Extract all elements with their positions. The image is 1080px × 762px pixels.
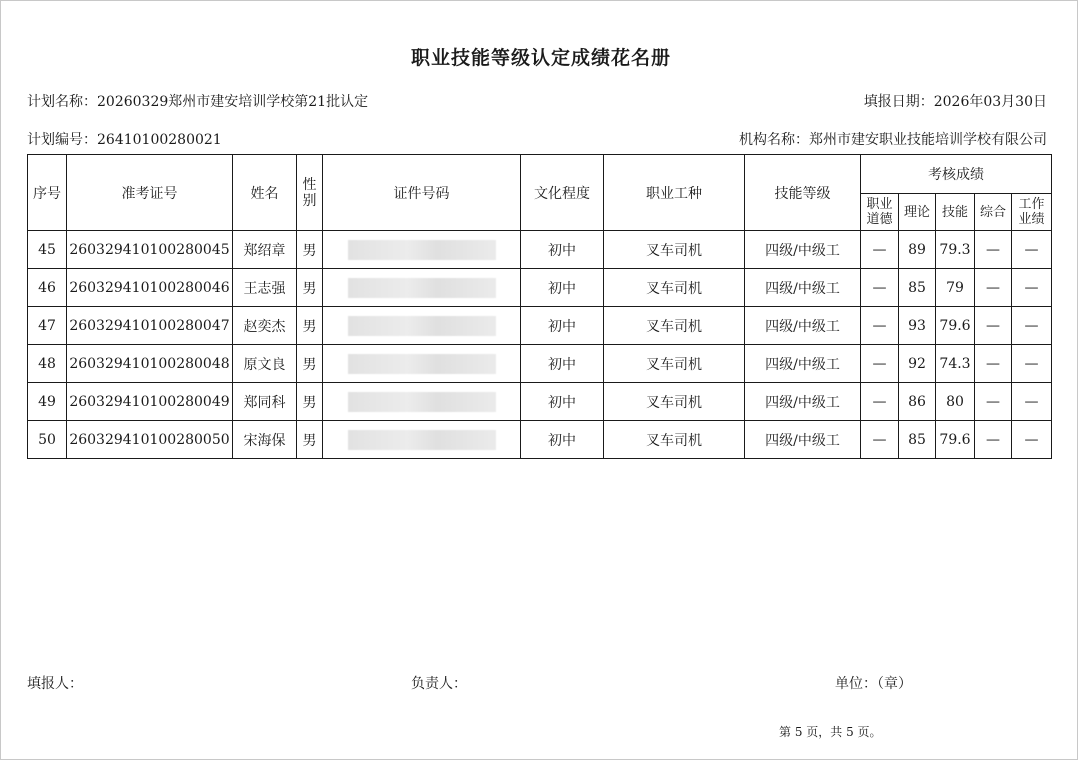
cell-seq: 48 bbox=[28, 345, 67, 383]
table-row bbox=[28, 345, 1052, 383]
cell-overall: — bbox=[975, 269, 1012, 307]
cell-ethics: — bbox=[861, 269, 899, 307]
header-id-no: 证件号码 bbox=[323, 155, 521, 231]
cell-overall: — bbox=[975, 307, 1012, 345]
header-theory: 理论 bbox=[899, 194, 936, 231]
cell-seq: 46 bbox=[28, 269, 67, 307]
cell-id-no bbox=[323, 307, 521, 345]
cell-id-no bbox=[323, 383, 521, 421]
cell-exam-no: 260329410100280045 bbox=[67, 231, 233, 269]
cell-gender: 男 bbox=[297, 307, 323, 345]
cell-performance: — bbox=[1012, 231, 1052, 269]
cell-theory: 89 bbox=[899, 231, 936, 269]
header-ethics-line1: 职业 bbox=[866, 197, 893, 212]
fill-date: 填报日期：2026年03月30日 bbox=[863, 94, 1047, 110]
cell-gender: 男 bbox=[297, 383, 323, 421]
header-skill-level: 技能等级 bbox=[745, 155, 861, 231]
header-overall: 综合 bbox=[975, 194, 1012, 231]
cell-seq: 47 bbox=[28, 307, 67, 345]
cell-name: 宋海保 bbox=[233, 421, 297, 459]
cell-ethics: — bbox=[861, 383, 899, 421]
header-exam-no: 准考证号 bbox=[67, 155, 233, 231]
cell-occupation: 叉车司机 bbox=[604, 383, 745, 421]
cell-level: 四级/中级工 bbox=[745, 421, 861, 459]
cell-level: 四级/中级工 bbox=[745, 269, 861, 307]
table-row bbox=[28, 231, 1052, 269]
header-perf-line1: 工作 bbox=[1018, 197, 1045, 212]
header-performance bbox=[1012, 194, 1052, 231]
cell-performance: — bbox=[1012, 421, 1052, 459]
header-scores: 考核成绩 bbox=[861, 155, 1052, 194]
cell-education: 初中 bbox=[521, 269, 604, 307]
redacted-id-mask bbox=[348, 354, 496, 374]
cell-name: 郑同科 bbox=[233, 383, 297, 421]
cell-gender: 男 bbox=[297, 231, 323, 269]
cell-education: 初中 bbox=[521, 421, 604, 459]
cell-skill: 79 bbox=[936, 269, 975, 307]
header-gender-line1: 性 bbox=[302, 176, 317, 193]
cell-skill: 79.3 bbox=[936, 231, 975, 269]
cell-id-no bbox=[323, 345, 521, 383]
table-row bbox=[28, 307, 1052, 345]
cell-skill: 74.3 bbox=[936, 345, 975, 383]
cell-exam-no: 260329410100280047 bbox=[67, 307, 233, 345]
redacted-id-mask bbox=[348, 240, 496, 260]
cell-exam-no: 260329410100280048 bbox=[67, 345, 233, 383]
cell-id-no bbox=[323, 231, 521, 269]
cell-performance: — bbox=[1012, 269, 1052, 307]
cell-theory: 86 bbox=[899, 383, 936, 421]
cell-ethics: — bbox=[861, 421, 899, 459]
header-ethics-line2: 道德 bbox=[866, 212, 893, 227]
cell-occupation: 叉车司机 bbox=[604, 231, 745, 269]
cell-exam-no: 260329410100280050 bbox=[67, 421, 233, 459]
cell-education: 初中 bbox=[521, 231, 604, 269]
cell-id-no bbox=[323, 269, 521, 307]
cell-overall: — bbox=[975, 383, 1012, 421]
cell-occupation: 叉车司机 bbox=[604, 269, 745, 307]
table-row bbox=[28, 383, 1052, 421]
cell-theory: 85 bbox=[899, 269, 936, 307]
cell-education: 初中 bbox=[521, 383, 604, 421]
cell-education: 初中 bbox=[521, 307, 604, 345]
cell-id-no bbox=[323, 421, 521, 459]
cell-level: 四级/中级工 bbox=[745, 383, 861, 421]
cell-level: 四级/中级工 bbox=[745, 307, 861, 345]
header-seq: 序号 bbox=[28, 155, 67, 231]
cell-name: 原文良 bbox=[233, 345, 297, 383]
cell-level: 四级/中级工 bbox=[745, 231, 861, 269]
document-title: 职业技能等级认定成绩花名册 bbox=[410, 47, 671, 69]
cell-level: 四级/中级工 bbox=[745, 345, 861, 383]
cell-theory: 85 bbox=[899, 421, 936, 459]
cell-gender: 男 bbox=[297, 421, 323, 459]
cell-ethics: — bbox=[861, 307, 899, 345]
cell-skill: 80 bbox=[936, 383, 975, 421]
cell-occupation: 叉车司机 bbox=[604, 307, 745, 345]
cell-performance: — bbox=[1012, 383, 1052, 421]
score-roster-table bbox=[27, 154, 1052, 459]
header-occupation: 职业工种 bbox=[604, 155, 745, 231]
header-name: 姓名 bbox=[233, 155, 297, 231]
cell-name: 郑绍章 bbox=[233, 231, 297, 269]
filler-label: 填报人： bbox=[27, 676, 83, 692]
header-skill: 技能 bbox=[936, 194, 975, 231]
table-row bbox=[28, 421, 1052, 459]
cell-skill: 79.6 bbox=[936, 421, 975, 459]
header-education: 文化程度 bbox=[521, 155, 604, 231]
cell-seq: 45 bbox=[28, 231, 67, 269]
cell-overall: — bbox=[975, 231, 1012, 269]
cell-name: 王志强 bbox=[233, 269, 297, 307]
header-gender bbox=[297, 155, 323, 231]
cell-ethics: — bbox=[861, 345, 899, 383]
cell-education: 初中 bbox=[521, 345, 604, 383]
header-ethics bbox=[861, 194, 899, 231]
redacted-id-mask bbox=[348, 430, 496, 450]
redacted-id-mask bbox=[348, 316, 496, 336]
cell-ethics: — bbox=[861, 231, 899, 269]
cell-seq: 50 bbox=[28, 421, 67, 459]
cell-gender: 男 bbox=[297, 345, 323, 383]
cell-exam-no: 260329410100280046 bbox=[67, 269, 233, 307]
redacted-id-mask bbox=[348, 392, 496, 412]
responsible-label: 负责人： bbox=[411, 676, 467, 692]
cell-performance: — bbox=[1012, 307, 1052, 345]
cell-skill: 79.6 bbox=[936, 307, 975, 345]
organization-name: 机构名称：郑州市建安职业技能培训学校有限公司 bbox=[739, 132, 1047, 148]
cell-occupation: 叉车司机 bbox=[604, 421, 745, 459]
redacted-id-mask bbox=[348, 278, 496, 298]
table-row bbox=[28, 269, 1052, 307]
plan-name: 计划名称：20260329郑州市建安培训学校第21批认定 bbox=[27, 94, 369, 110]
page-indicator: 第 5 页，共 5 页。 bbox=[779, 725, 882, 739]
cell-overall: — bbox=[975, 345, 1012, 383]
plan-number: 计划编号：26410100280021 bbox=[27, 132, 222, 148]
cell-overall: — bbox=[975, 421, 1012, 459]
cell-exam-no: 260329410100280049 bbox=[67, 383, 233, 421]
cell-gender: 男 bbox=[297, 269, 323, 307]
cell-seq: 49 bbox=[28, 383, 67, 421]
cell-theory: 93 bbox=[899, 307, 936, 345]
header-perf-line2: 业绩 bbox=[1018, 212, 1045, 227]
cell-occupation: 叉车司机 bbox=[604, 345, 745, 383]
header-gender-line2: 别 bbox=[302, 192, 317, 209]
cell-name: 赵奕杰 bbox=[233, 307, 297, 345]
cell-performance: — bbox=[1012, 345, 1052, 383]
cell-theory: 92 bbox=[899, 345, 936, 383]
unit-seal-label: 单位：（章） bbox=[835, 676, 912, 692]
